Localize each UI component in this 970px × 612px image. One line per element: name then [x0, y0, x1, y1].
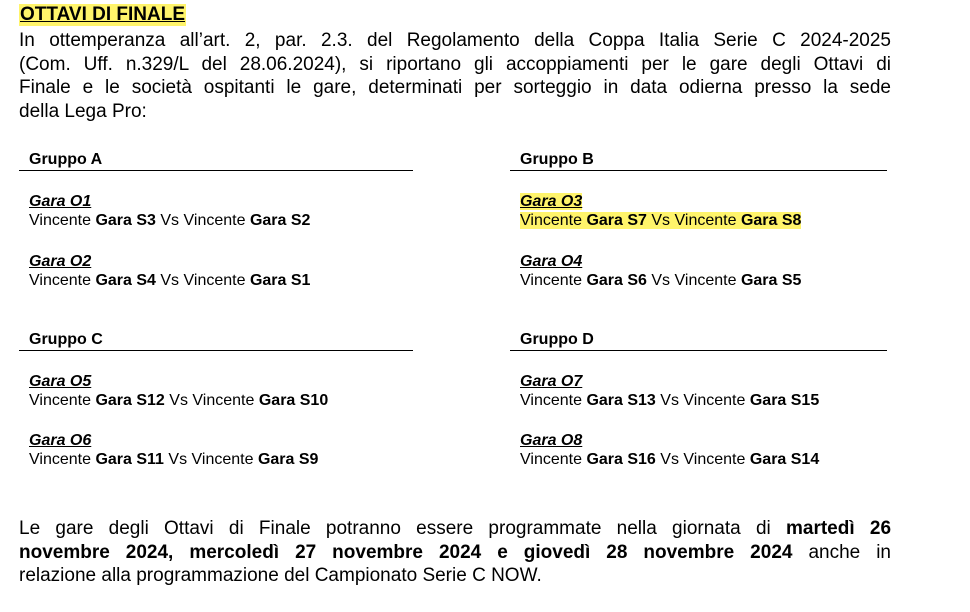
footer-line: novembre 2024, mercoledì 27 novembre 2024 e giovedì 28 novembre 2024 anche in	[19, 541, 891, 563]
match-code: Gara O4	[520, 253, 583, 270]
group-b	[510, 150, 887, 310]
match-o8	[520, 431, 819, 469]
match-o1	[29, 192, 310, 230]
group-heading: Gruppo A	[19, 150, 413, 171]
match-o3	[520, 192, 801, 230]
match-o7	[520, 372, 819, 410]
match-pairing: Vincente Gara S4 Vs Vincente Gara S1	[29, 272, 311, 289]
intro-line: In ottemperanza all’art. 2, par. 2.3. del Regolamento della Coppa Italia Serie C 2024-2025	[19, 30, 891, 51]
section-title: OTTAVI DI FINALE	[20, 4, 186, 25]
intro-line: della Lega Pro:	[19, 100, 147, 122]
group-heading: Gruppo D	[510, 330, 887, 351]
group-a	[19, 150, 413, 310]
group-d	[510, 330, 887, 490]
match-code: Gara O6	[29, 432, 92, 449]
match-code: Gara O3	[520, 193, 583, 210]
footer-paragraph	[19, 517, 891, 588]
match-code: Gara O2	[29, 253, 92, 270]
match-pairing: Vincente Gara S12 Vs Vincente Gara S10	[29, 392, 329, 409]
match-pairing: Vincente Gara S11 Vs Vincente Gara S9	[29, 451, 319, 468]
match-o5	[29, 372, 328, 410]
intro-line: Finale e le società ospitanti le gare, determinati per sorteggio in data odierna presso la sede	[19, 77, 891, 98]
match-o6	[29, 431, 318, 469]
match-code: Gara O8	[520, 432, 583, 449]
match-pairing: Vincente Gara S3 Vs Vincente Gara S2	[29, 212, 311, 229]
match-pairing: Vincente Gara S16 Vs Vincente Gara S14	[520, 451, 820, 468]
match-code: Gara O1	[29, 193, 92, 210]
match-pairing: Vincente Gara S7 Vs Vincente Gara S8	[520, 212, 802, 229]
group-heading: Gruppo C	[19, 330, 413, 351]
intro-line: (Com. Uff. n.329/L del 28.06.2024), si riportano gli accoppiamenti per le gare degli Ottavi di	[19, 53, 891, 75]
match-pairing: Vincente Gara S13 Vs Vincente Gara S15	[520, 392, 820, 409]
match-code: Gara O5	[29, 373, 92, 390]
match-code: Gara O7	[520, 373, 583, 390]
footer-line: Le gare degli Ottavi di Finale potranno essere programmate nella giornata di martedì 26	[19, 518, 892, 539]
match-pairing: Vincente Gara S6 Vs Vincente Gara S5	[520, 272, 802, 289]
match-o2	[29, 252, 310, 290]
intro-paragraph	[19, 29, 891, 123]
footer-line: relazione alla programmazione del Campionato Serie C NOW.	[19, 565, 542, 586]
match-o4	[520, 252, 801, 290]
group-c	[19, 330, 413, 490]
group-heading: Gruppo B	[510, 150, 887, 171]
